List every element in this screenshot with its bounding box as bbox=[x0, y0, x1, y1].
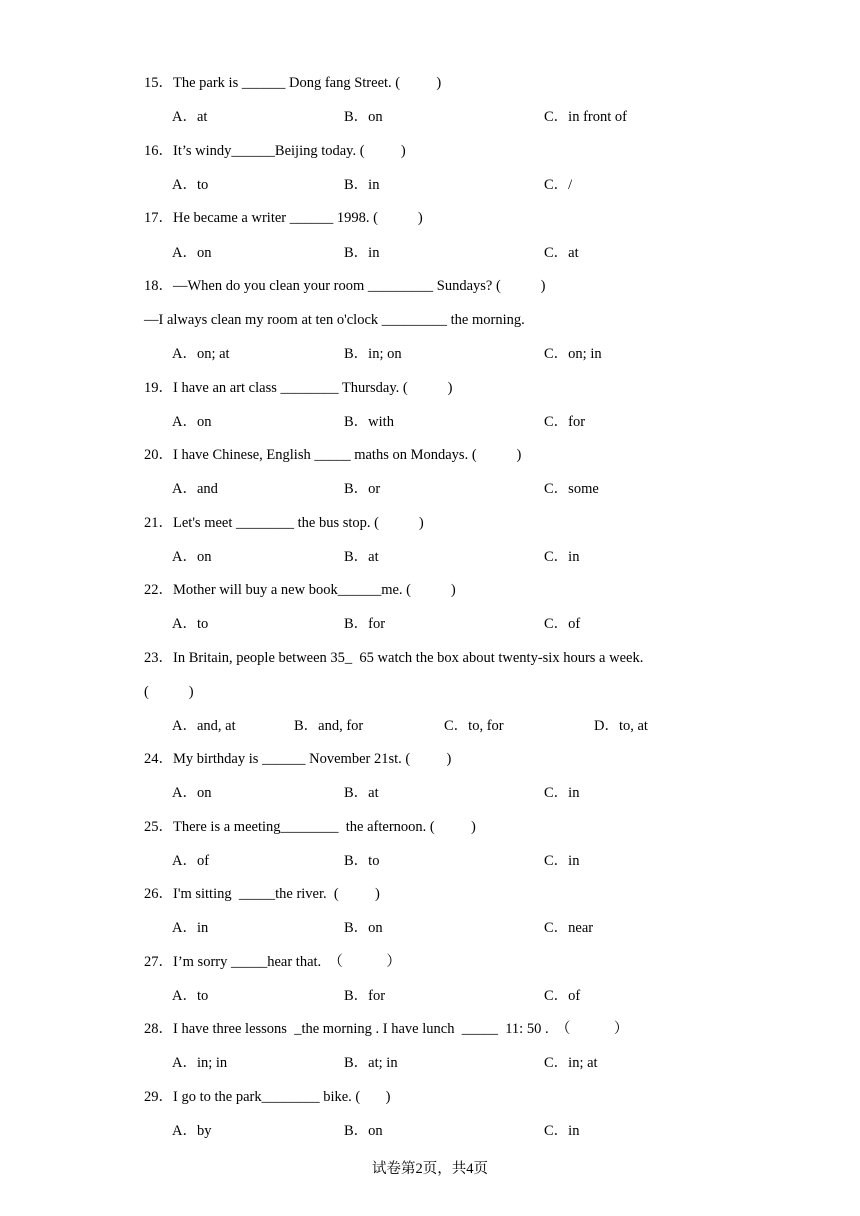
question-17-stem: 17．He became a writer ______ 1998. ( ) bbox=[144, 210, 423, 226]
option-c: C．/ bbox=[544, 177, 573, 193]
page-footer: 试卷第2页，共4页 bbox=[372, 1161, 488, 1177]
option-a: A．on bbox=[172, 785, 212, 801]
option-c: C．near bbox=[544, 920, 594, 936]
question-19-stem: 19．I have an art class ________ Thursday. ( ) bbox=[144, 380, 453, 396]
option-c: C．at bbox=[544, 245, 579, 261]
question-23-stem: 23．In Britain, people between 35_ 65 watch the box about twenty-six hours a week. bbox=[144, 650, 644, 666]
option-a: A．and, at bbox=[172, 718, 236, 734]
option-b: B．in; on bbox=[344, 346, 402, 362]
option-a: A．on bbox=[172, 549, 212, 565]
option-a: A．in; in bbox=[172, 1055, 228, 1071]
option-a: A．on; at bbox=[172, 346, 230, 362]
option-c: C．of bbox=[544, 616, 581, 632]
option-c: C．in; at bbox=[544, 1055, 598, 1071]
option-c: C．in bbox=[544, 785, 580, 801]
option-b: B．on bbox=[344, 920, 383, 936]
option-b: B．at bbox=[344, 549, 379, 565]
option-c: C．of bbox=[544, 988, 581, 1004]
option-b: B．with bbox=[344, 414, 394, 430]
question-18-stem-continued: —I always clean my room at ten o'clock _________ the morning. bbox=[144, 312, 525, 328]
question-25-stem: 25．There is a meeting________ the afternoon. ( ) bbox=[144, 819, 476, 835]
option-c: C．for bbox=[544, 414, 586, 430]
option-a: A．to bbox=[172, 177, 209, 193]
option-c: C．on; in bbox=[544, 346, 602, 362]
option-a: A．to bbox=[172, 616, 209, 632]
option-a: A．by bbox=[172, 1123, 212, 1139]
question-20-stem: 20．I have Chinese, English _____ maths on Mondays. ( ) bbox=[144, 447, 522, 463]
question-21-stem: 21．Let's meet ________ the bus stop. ( ) bbox=[144, 515, 424, 531]
option-d: D．to, at bbox=[594, 718, 648, 734]
option-c: C．in bbox=[544, 549, 580, 565]
question-16-stem: 16．It’s windy______Beijing today. ( ) bbox=[144, 143, 406, 159]
question-22-stem: 22．Mother will buy a new book______me. ( ) bbox=[144, 582, 456, 598]
question-29-stem: 29．I go to the park________ bike. ( ) bbox=[144, 1089, 391, 1105]
question-28-stem: 28．I have three lessons _the morning . I have lunch _____ 11: 50 . （ ） bbox=[144, 1021, 629, 1037]
option-a: A．and bbox=[172, 481, 218, 497]
option-b: B．in bbox=[344, 245, 380, 261]
question-24-stem: 24．My birthday is ______ November 21st. ( ) bbox=[144, 751, 452, 767]
option-c: C．in bbox=[544, 1123, 580, 1139]
option-a: A．on bbox=[172, 414, 212, 430]
option-b: B．at; in bbox=[344, 1055, 398, 1071]
option-a: A．at bbox=[172, 109, 208, 125]
option-b: B．in bbox=[344, 177, 380, 193]
option-c: C．in bbox=[544, 853, 580, 869]
question-26-stem: 26．I'm sitting _____the river. ( ) bbox=[144, 886, 380, 902]
option-b: B．or bbox=[344, 481, 381, 497]
option-c: C．some bbox=[544, 481, 599, 497]
option-b: B．for bbox=[344, 988, 386, 1004]
option-b: B．to bbox=[344, 853, 380, 869]
option-a: A．on bbox=[172, 245, 212, 261]
option-b: B．on bbox=[344, 1123, 383, 1139]
question-23-stem-continued: ( ) bbox=[144, 684, 194, 700]
option-c: C．in front of bbox=[544, 109, 627, 125]
question-27-stem: 27．I’m sorry _____hear that. （ ） bbox=[144, 954, 401, 970]
option-a: A．in bbox=[172, 920, 209, 936]
option-a: A．to bbox=[172, 988, 209, 1004]
option-c: C．to, for bbox=[444, 718, 504, 734]
question-15-stem: 15．The park is ______ Dong fang Street. ( ) bbox=[144, 75, 442, 91]
option-a: A．of bbox=[172, 853, 210, 869]
option-b: B．on bbox=[344, 109, 383, 125]
question-18-stem: 18．—When do you clean your room _________ Sundays? ( ) bbox=[144, 278, 546, 294]
option-b: B．at bbox=[344, 785, 379, 801]
option-b: B．for bbox=[344, 616, 386, 632]
option-b: B．and, for bbox=[294, 718, 364, 734]
